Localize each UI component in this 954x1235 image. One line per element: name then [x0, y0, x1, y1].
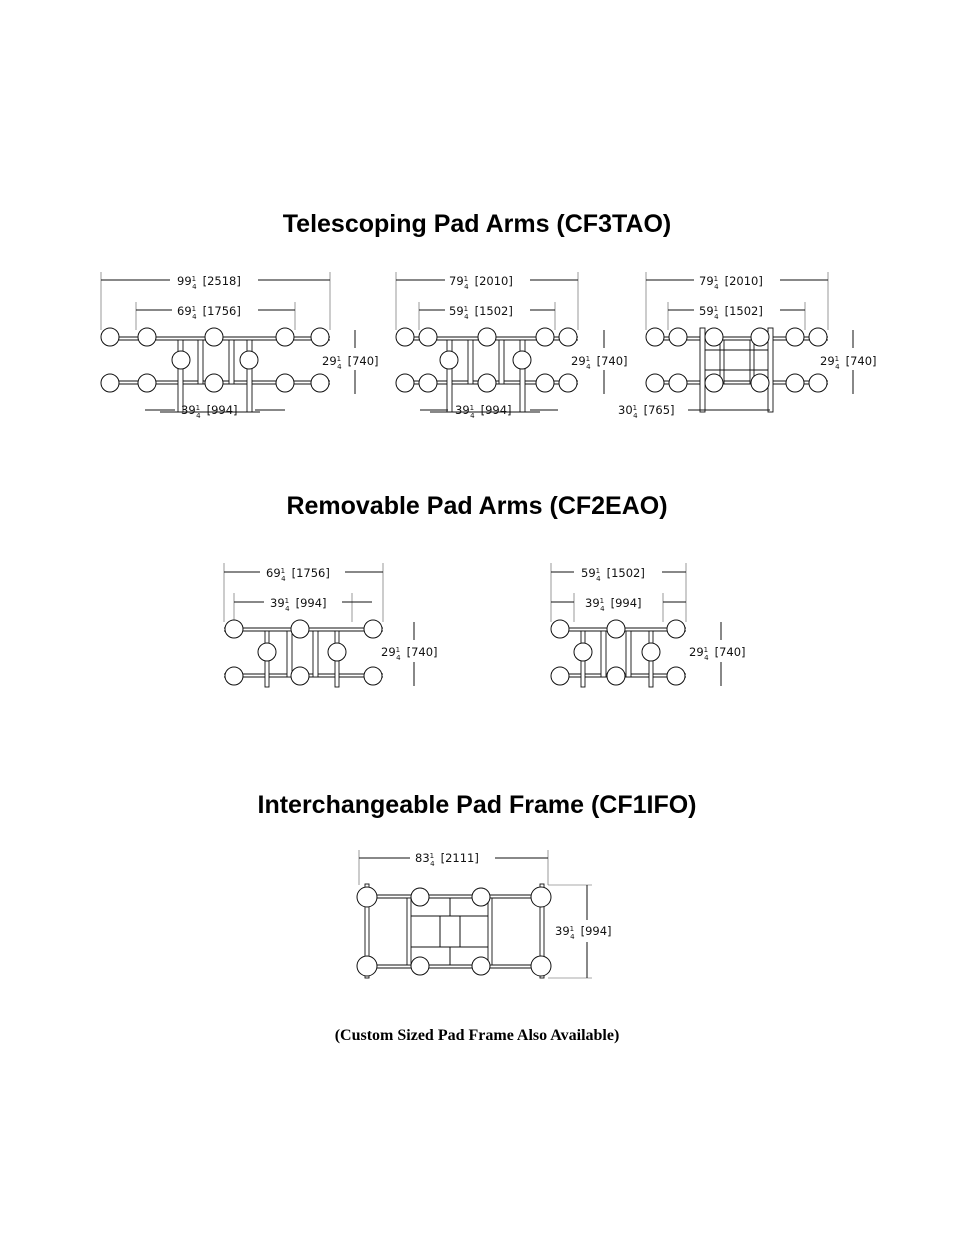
removable-title: Removable Pad Arms (CF2EAO) — [286, 492, 668, 520]
telescoping-2-bottom-width: $39^1$ 4 [994] — [455, 403, 512, 420]
pad-icon — [357, 887, 551, 976]
telescoping-3-height: $29^1$ 4 [740] — [820, 354, 877, 371]
interchangeable-overall-width: $83^1$ 4 [2111] — [415, 851, 479, 868]
removable-2-height: $29^1$ 4 [740] — [689, 645, 746, 662]
telescoping-2-height: $29^1$ 4 [740] — [571, 354, 628, 371]
removable-1-height: $29^1$ 4 [740] — [381, 645, 438, 662]
telescoping-3-bottom-width: $30^1$ 4 [765] — [618, 403, 675, 420]
custom-frame-note: (Custom Sized Pad Frame Also Available) — [334, 1027, 620, 1044]
telescoping-1-overall-width: $99^1$ 4 [2518] — [177, 274, 241, 291]
removable-2-overall-width: $59^1$ 4 [1502] — [581, 566, 645, 583]
telescoping-1-bottom-width: $39^1$ 4 [994] — [181, 403, 238, 420]
telescoping-3-overall-width: $79^1$ 4 [2010] — [699, 274, 763, 291]
telescoping-2-inner-width: $59^1$ 4 [1502] — [449, 304, 513, 321]
telescoping-1-height: $29^1$ 4 [740] — [322, 354, 379, 371]
telescoping-3-inner-width: $59^1$ 4 [1502] — [699, 304, 763, 321]
removable-2-inner-width: $39^1$ 4 [994] — [585, 596, 642, 613]
telescoping-title: Telescoping Pad Arms (CF3TAO) — [282, 210, 672, 238]
removable-1-inner-width: $39^1$ 4 [994] — [270, 596, 327, 613]
interchangeable-title: Interchangeable Pad Frame (CF1IFO) — [257, 791, 697, 819]
telescoping-2-overall-width: $79^1$ 4 [2010] — [449, 274, 513, 291]
interchangeable-frame — [357, 850, 592, 978]
interchangeable-height: $39^1$ 4 [994] — [555, 924, 612, 941]
telescoping-1-inner-width: $69^1$ 4 [1756] — [177, 304, 241, 321]
removable-1-overall-width: $69^1$ 4 [1756] — [266, 566, 330, 583]
